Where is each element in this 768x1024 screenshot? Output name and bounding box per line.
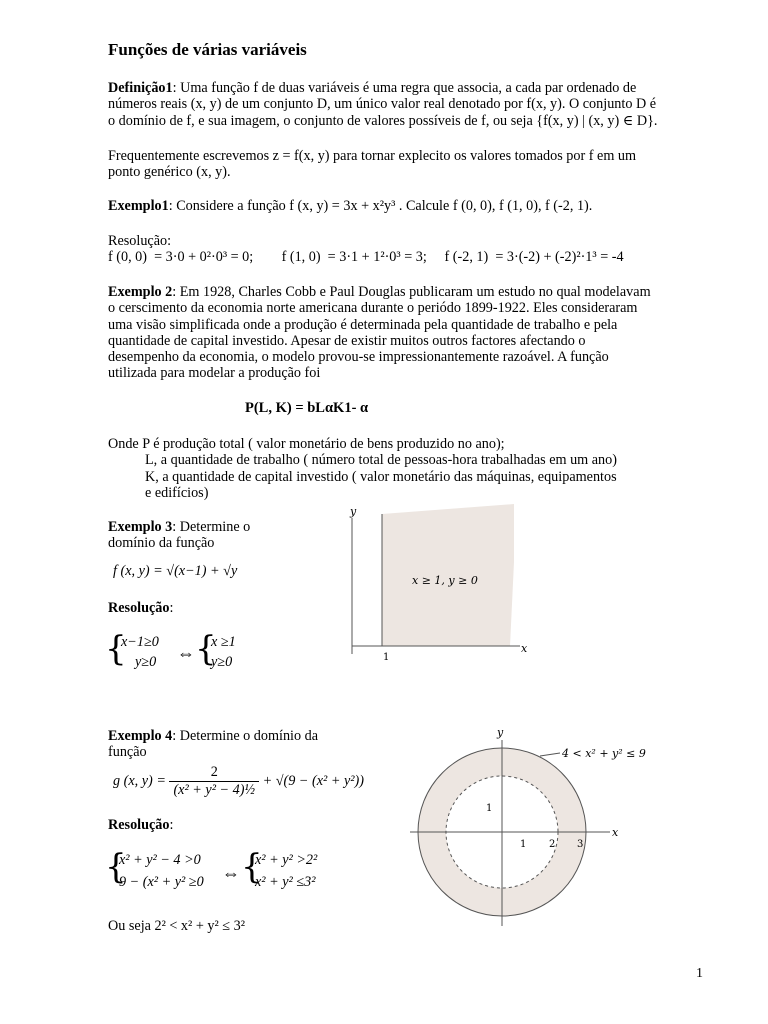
left-brace: { [105,629,127,669]
example-4-line-1: : Determine o domínio da [172,728,319,744]
example-2 [108,284,651,382]
label-leader-line [540,753,560,756]
example-4 [108,728,318,761]
region-label: x ≥ 1, y ≥ 0 [412,574,478,587]
fraction-numerator: 2 [169,764,259,782]
example-3-line-2: domínio da função [108,535,215,552]
example-2-line-5: desempenho da economia, o modelo provou-se impressionantemente razoável. A função [108,349,609,366]
example-2-line-1: : Em 1928, Charles Cobb e Paul Douglas publicaram um estudo no qual modelavam [172,284,651,300]
example-4-label: Exemplo 4 [108,728,173,744]
definition-line-2: números reais (x, y) de um conjunto D, um único valor real denotado por f(x, y). O conjunto D é [108,96,657,113]
example-1-resolution-label: Resolução: [108,233,172,249]
sqrt-term: + √(9 − (x² + y²)) [262,773,364,789]
page-title: Funções de várias variáveis [108,40,307,59]
example-4-resolution-label: Resolução [108,817,170,833]
system-row: x ≥1 [211,634,236,650]
left-brace: { [241,847,263,887]
example-1-resolution [108,233,624,266]
equivalence-symbol: ⇔ [222,863,240,883]
x-axis-label: x [521,642,528,655]
example-2-label: Exemplo 2 [108,284,173,300]
definition-p: Onde P é produção total ( valor monetário de bens produzido no ano); [108,436,505,452]
example-1 [108,198,592,214]
notation-paragraph [108,148,636,181]
domain-figure-example-4 [400,726,646,926]
system-row: y≥0 [135,654,157,670]
definition-paragraph [108,80,657,129]
fraction [169,764,259,799]
example-2-line-3: uma visão simplificada onde a produção é determinada pela quantidade de trabalho e pela [108,316,618,333]
example-4-line-2: função [108,744,147,761]
definition-line-3: o domínio de f, e sua imagem, o conjunto de valores possíveis de f, ou seja {f(x, y) | (x, y) ∈ D}. [108,112,658,129]
example-4-resolution: Resolução: [108,817,174,833]
example-3-label: Exemplo 3 [108,519,173,535]
y-axis-label: y [350,505,357,518]
notation-line-1: Frequentemente escrevemos z = f(x, y) para tornar explecito os valores tomados por f em um [108,148,637,164]
tick-label: 3 [577,839,584,850]
example-4-function [113,764,364,799]
example-2-definitions [108,436,617,501]
example-4-conclusion: Ou seja 2² < x² + y² ≤ 3² [108,918,245,934]
example-3-function: f (x, y) = √(x−1) + √y [113,563,238,579]
tick-label: 1 [520,839,527,850]
equivalence-symbol: ⇔ [177,643,195,663]
example-4-system [105,848,345,896]
definition-line-1: : Uma função f de duas variáveis é uma regra que associa, a cada par ordenado de [172,80,637,96]
left-brace: { [105,847,127,887]
example-3-resolution: Resolução: [108,600,174,616]
example-3-system [105,630,265,678]
tick-label: 1 [383,652,390,663]
example-1-statement: : Considere a função f (x, y) = 3x + x²y³ . Calcule f (0, 0), f (1, 0), f (-2, 1). [168,198,593,214]
example-3-line-1: : Determine o [172,519,251,535]
y-tick-label: 1 [486,803,493,814]
left-brace: { [195,629,217,669]
y-axis-label: y [497,726,504,739]
system-row: 9 − (x² + y² ≥0 [119,874,204,890]
function-lhs: g (x, y) = [113,773,166,789]
example-3 [108,519,250,552]
example-1-label: Exemplo1 [108,198,169,214]
region-label: 4 < x² + y² ≤ 9 [562,747,646,760]
definition-k-cont: e edifícios) [145,484,209,501]
definition-k: K, a quantidade de capital investido ( valor monetário das máquinas, equipamentos [145,468,617,485]
system-row: x² + y² − 4 >0 [119,852,201,868]
system-row: y≥0 [211,654,233,670]
system-row: x² + y² ≤3² [255,874,316,890]
example-2-line-6: utilizada para modelar a produção foi [108,365,321,382]
x-axis-label: x [612,826,619,839]
tick-label: 2 [549,839,556,850]
page-number: 1 [696,966,703,981]
cobb-douglas-formula: P(L, K) = bLαK1- α [245,400,369,416]
system-row: x² + y² >2² [255,852,318,868]
definition-label: Definição1 [108,80,173,96]
example-2-line-2: o cerscimento da economia norte americana durante o periódo 1899-1922. Eles consideraram [108,300,638,317]
definition-l: L, a quantidade de trabalho ( número total de pessoas-hora trabalhadas em um ano) [145,452,617,469]
example-3-resolution-label: Resolução [108,600,170,616]
example-2-line-4: quantidade de capital investido. Apesar de existir muitos outros factores afectando o [108,332,586,349]
example-1-calculation: f (0, 0) = 3·0 + 0²·0³ = 0; f (1, 0) = 3·1 + 1²·0³ = 3; f (-2, 1) = 3·(-2) + (-2)²·1³ = -4 [108,249,624,266]
notation-line-2: ponto genérico (x, y). [108,164,231,181]
fraction-denominator: (x² + y² − 4)½ [173,782,256,798]
domain-figure-example-3 [330,502,540,664]
system-row: x−1≥0 [121,634,159,650]
